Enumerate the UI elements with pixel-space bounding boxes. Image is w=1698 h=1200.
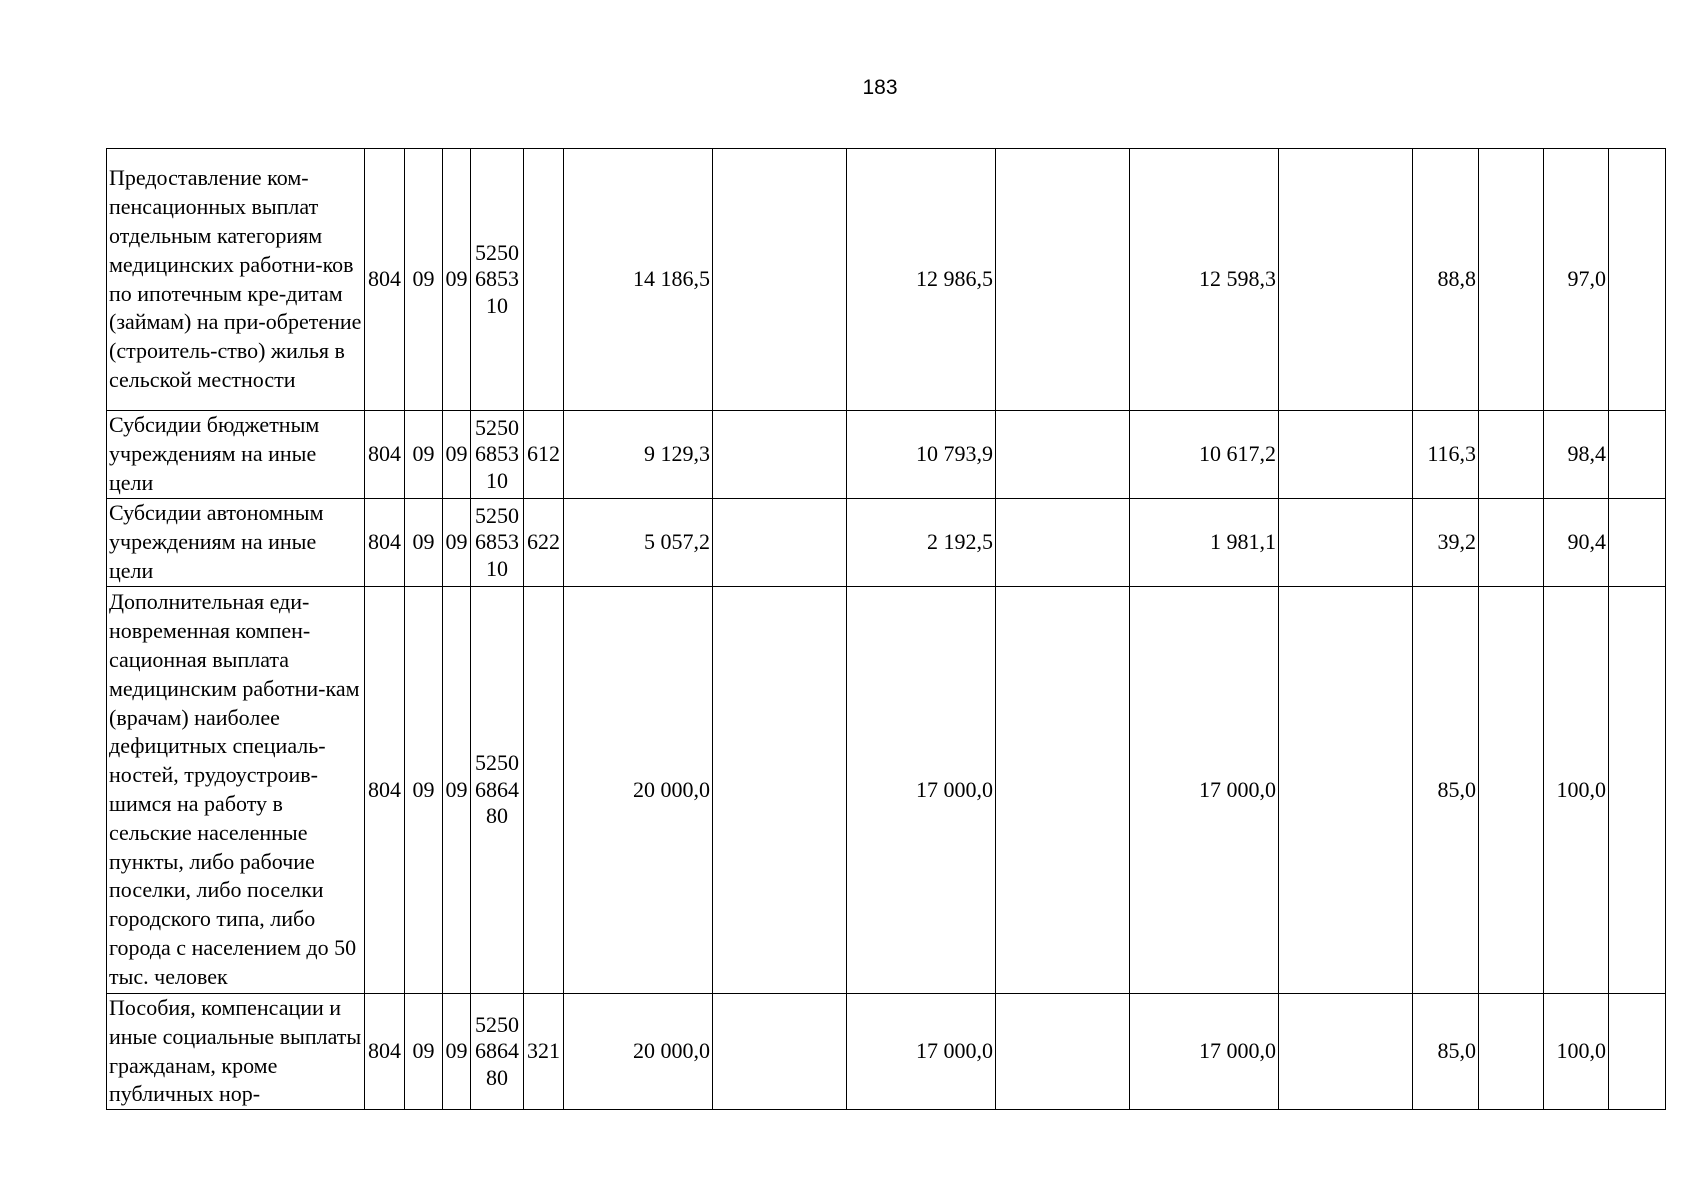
subsection-code: 09 [443, 411, 471, 499]
empty-cell [1479, 411, 1544, 499]
refined-amount: 10 793,9 [847, 411, 996, 499]
empty-cell [1609, 149, 1666, 411]
empty-cell [1279, 587, 1413, 994]
approved-amount: 5 057,2 [564, 499, 713, 587]
ministry-code: 804 [365, 149, 405, 411]
empty-cell [713, 994, 847, 1110]
executed-amount: 1 981,1 [1130, 499, 1279, 587]
table-row [107, 411, 1666, 499]
expense-type-code: 622 [524, 499, 564, 587]
empty-cell [1479, 587, 1544, 994]
target-article-code: 5250 6853 10 [471, 149, 524, 411]
section-code: 09 [405, 149, 443, 411]
table-row [107, 994, 1666, 1110]
section-code: 09 [405, 499, 443, 587]
row-description: Субсидии автономным учреждениям на иные цели [107, 499, 365, 587]
section-code: 09 [405, 587, 443, 994]
table-row [107, 587, 1666, 994]
row-description: Пособия, компенсации и иные социальные выплаты гражданам, кроме публичных нор- [107, 994, 365, 1110]
page-number: 183 [862, 76, 898, 99]
ministry-code: 804 [365, 994, 405, 1110]
row-description: Предоставление ком-пенсационных выплат отдельным категориям медицинских работни-ков по ипотечным кре-дитам (займам) на при-обретение (строитель-ство) жилья в сельской местности [107, 149, 365, 411]
percent-of-refined: 97,0 [1544, 149, 1609, 411]
subsection-code: 09 [443, 994, 471, 1110]
empty-cell [1279, 994, 1413, 1110]
approved-amount: 20 000,0 [564, 994, 713, 1110]
percent-of-approved: 116,3 [1413, 411, 1479, 499]
percent-of-approved: 85,0 [1413, 587, 1479, 994]
empty-cell [1609, 994, 1666, 1110]
percent-of-refined: 90,4 [1544, 499, 1609, 587]
expense-type-code: 612 [524, 411, 564, 499]
empty-cell [713, 499, 847, 587]
empty-cell [713, 587, 847, 994]
empty-cell [1609, 587, 1666, 994]
percent-of-approved: 39,2 [1413, 499, 1479, 587]
empty-cell [1609, 499, 1666, 587]
row-description: Дополнительная еди-новременная компен-сационная выплата медицинским работни-кам (врачам) наиболее дефицитных специаль-ностей, трудоустроив-шимся на работу в сельские населенные пункты, либо рабочие поселки, либо поселки городского типа, либо города с населением до 50 тыс. человек [107, 587, 365, 994]
ministry-code: 804 [365, 411, 405, 499]
expense-type-code [524, 149, 564, 411]
target-article-code: 5250 6864 80 [471, 587, 524, 994]
section-code: 09 [405, 411, 443, 499]
percent-of-refined: 100,0 [1544, 994, 1609, 1110]
subsection-code: 09 [443, 587, 471, 994]
empty-cell [996, 411, 1130, 499]
refined-amount: 2 192,5 [847, 499, 996, 587]
percent-of-approved: 85,0 [1413, 994, 1479, 1110]
refined-amount: 17 000,0 [847, 994, 996, 1110]
executed-amount: 17 000,0 [1130, 587, 1279, 994]
approved-amount: 14 186,5 [564, 149, 713, 411]
percent-of-refined: 98,4 [1544, 411, 1609, 499]
executed-amount: 12 598,3 [1130, 149, 1279, 411]
expense-type-code [524, 587, 564, 994]
refined-amount: 17 000,0 [847, 587, 996, 994]
executed-amount: 17 000,0 [1130, 994, 1279, 1110]
empty-cell [1609, 411, 1666, 499]
empty-cell [996, 499, 1130, 587]
refined-amount: 12 986,5 [847, 149, 996, 411]
empty-cell [713, 411, 847, 499]
expense-type-code: 321 [524, 994, 564, 1110]
empty-cell [713, 149, 847, 411]
table-row [107, 149, 1666, 411]
subsection-code: 09 [443, 149, 471, 411]
target-article-code: 5250 6864 80 [471, 994, 524, 1110]
subsection-code: 09 [443, 499, 471, 587]
row-description: Субсидии бюджетным учреждениям на иные цели [107, 411, 365, 499]
empty-cell [996, 587, 1130, 994]
ministry-code: 804 [365, 499, 405, 587]
table-row [107, 499, 1666, 587]
approved-amount: 9 129,3 [564, 411, 713, 499]
percent-of-approved: 88,8 [1413, 149, 1479, 411]
empty-cell [1279, 411, 1413, 499]
empty-cell [1279, 499, 1413, 587]
empty-cell [1279, 149, 1413, 411]
empty-cell [1479, 499, 1544, 587]
empty-cell [1479, 149, 1544, 411]
target-article-code: 5250 6853 10 [471, 499, 524, 587]
percent-of-refined: 100,0 [1544, 587, 1609, 994]
executed-amount: 10 617,2 [1130, 411, 1279, 499]
budget-table [106, 148, 1666, 1110]
target-article-code: 5250 6853 10 [471, 411, 524, 499]
section-code: 09 [405, 994, 443, 1110]
approved-amount: 20 000,0 [564, 587, 713, 994]
empty-cell [996, 994, 1130, 1110]
ministry-code: 804 [365, 587, 405, 994]
empty-cell [996, 149, 1130, 411]
empty-cell [1479, 994, 1544, 1110]
